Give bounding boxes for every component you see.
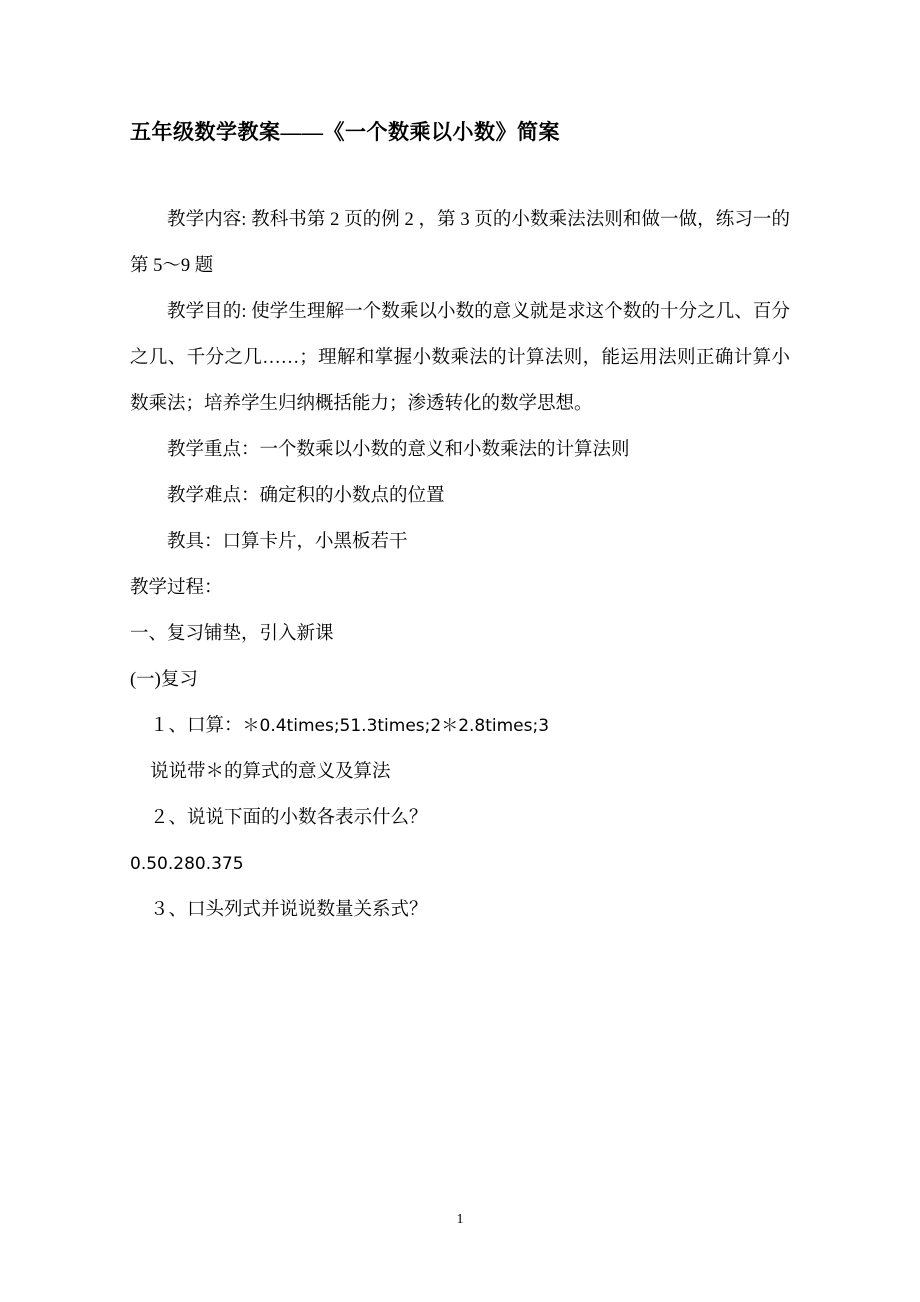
paragraph-teaching-process: 教学过程： xyxy=(130,578,223,599)
page-title: 五年级数学教案——《一个数乘以小数》简案 xyxy=(130,120,560,144)
paragraph-item-3: ３、口头列式并说说数量关系式？ xyxy=(150,900,428,921)
paragraph-item-2-numbers: 0.50.280.375 xyxy=(130,854,244,875)
paragraph-teaching-focus: 教学重点：一个数乘以小数的意义和小数乘法的计算法则 xyxy=(167,440,630,461)
paragraph-teaching-content: 教学内容: 教科书第 2 页的例 2 ，第 3 页的小数乘法法则和做一做，练习一的第 5～9 题 xyxy=(130,210,790,277)
page-number: 1 xyxy=(456,1212,464,1227)
item-1-formula: ＊0.4times;51.3times;2＊2.8times;3 xyxy=(242,716,550,737)
paragraph-item-1-note: 说说带＊的算式的意义及算法 xyxy=(150,762,391,783)
paragraph-teaching-aids: 教具：口算卡片，小黑板若干 xyxy=(167,532,408,553)
document-body xyxy=(130,0,790,933)
paragraph-teaching-difficulty: 教学难点：确定积的小数点的位置 xyxy=(167,486,445,507)
paragraph-section-one: 一、复习铺垫，引入新课 xyxy=(130,624,334,645)
paragraph-item-2: ２、说说下面的小数各表示什么？ xyxy=(150,808,428,829)
item-1-label: １、口算： xyxy=(150,716,243,737)
paragraph-subsection-review: (一)复习 xyxy=(130,670,198,691)
paragraph-item-1 xyxy=(130,703,790,749)
paragraph-teaching-objective: 教学目的: 使学生理解一个数乘以小数的意义就是求这个数的十分之几、百分之几、千分之几……；理解和掌握小数乘法的计算法则，能运用法则正确计算小数乘法；培养学生归纳概括能力；渗透转化的数学思想。 xyxy=(130,302,790,415)
